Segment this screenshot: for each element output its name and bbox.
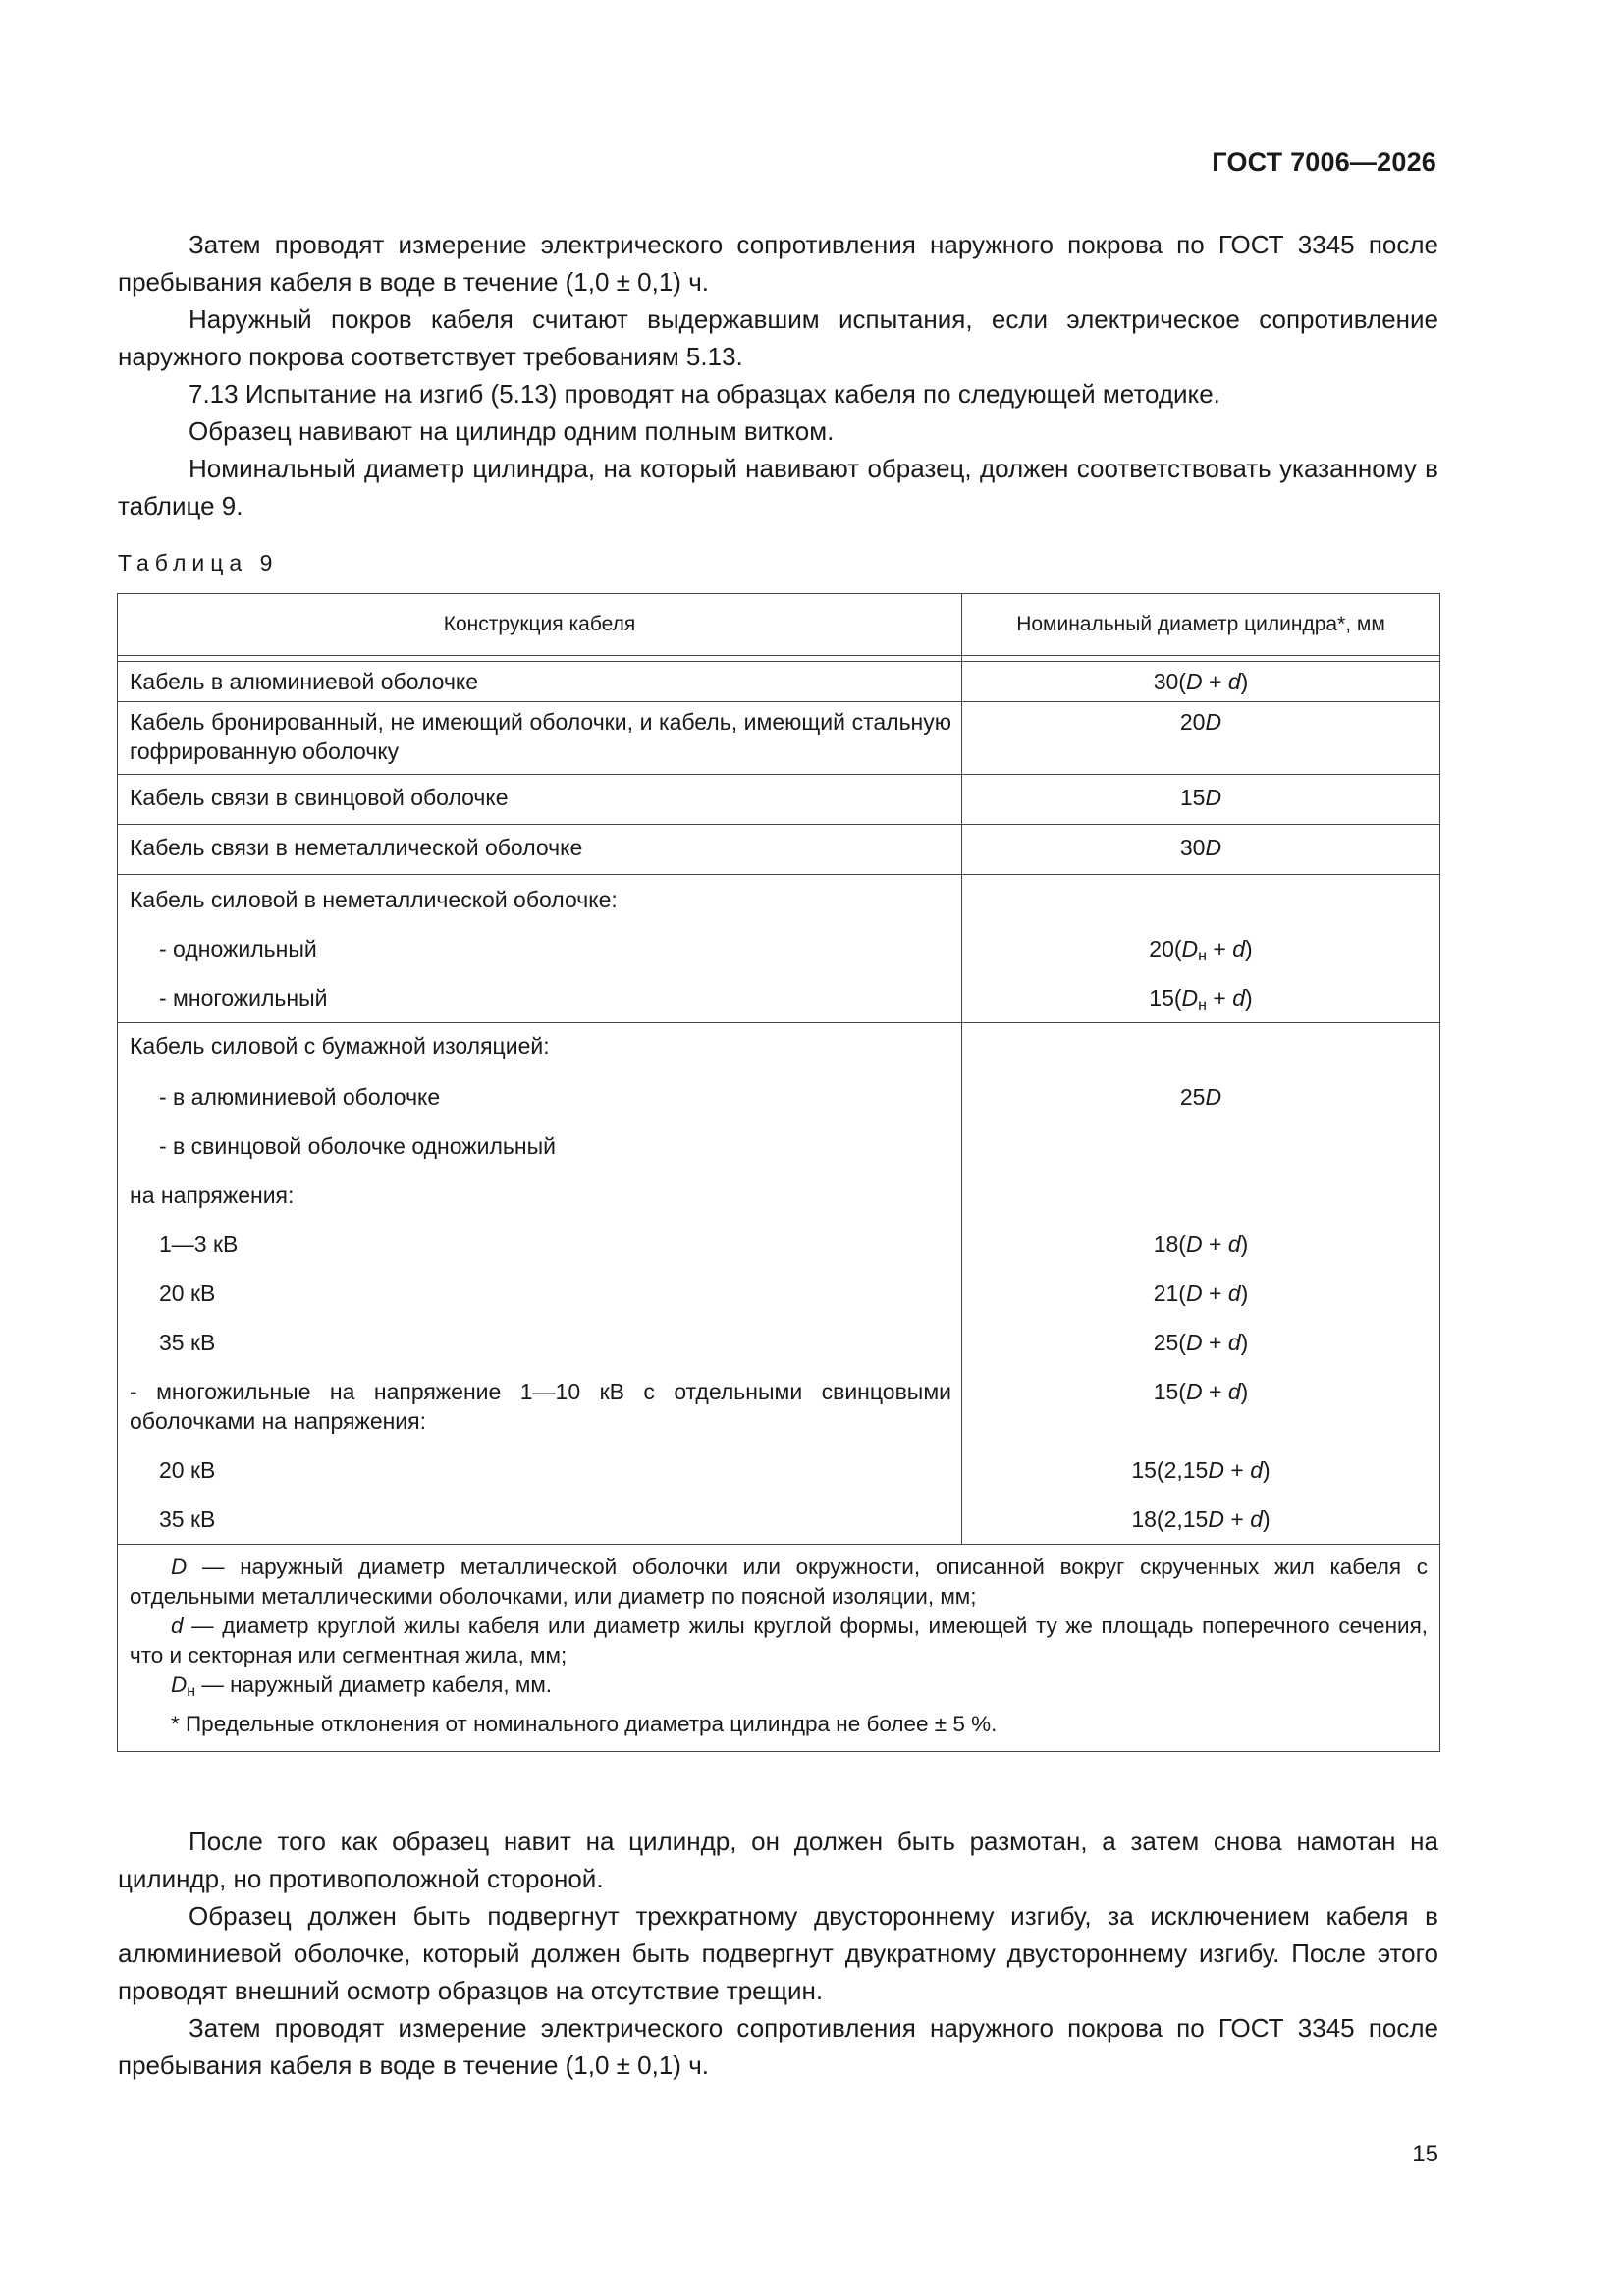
note-D: D — наружный диаметр металлической оболочки или окружности, описанной вокруг скрученных жил кабеля с отдельными металлическими оболочками, или диаметр по поясной изоляции, мм; bbox=[130, 1555, 1428, 1609]
intro-paragraph-5: Номинальный диаметр цилиндра, на который навивают образец, должен соответствовать указанному в таблице 9. bbox=[118, 454, 1438, 520]
intro-text bbox=[118, 226, 1438, 524]
outro-paragraph-3: Затем проводят измерение электрического сопротивления наружного покрова по ГОСТ 3345 после пребывания кабеля в воде в течение (1,0 ± 0,1) ч. bbox=[118, 2013, 1438, 2080]
outro-paragraph-1: После того как образец навит на цилиндр, он должен быть размотан, а затем снова намотан на цилиндр, но противоположной стороной. bbox=[118, 1827, 1438, 1893]
row-construction: Кабель связи в свинцовой оболочке bbox=[130, 785, 509, 810]
table-header-row bbox=[118, 594, 1439, 656]
group-title: Кабель силовой в неметаллической оболочке: bbox=[130, 887, 618, 912]
group-title: Кабель силовой с бумажной изоляцией: bbox=[130, 1033, 550, 1059]
intro-paragraph-4: Образец навивают на цилиндр одним полным витком. bbox=[189, 416, 835, 446]
row-construction: Кабель бронированный, не имеющий оболочки, и кабель, имеющий стальную гофрированную оболочку bbox=[130, 709, 951, 764]
subrow-label: 20 кВ bbox=[159, 1457, 216, 1483]
table-notes bbox=[118, 1545, 1439, 1751]
row-construction: Кабель в алюминиевой оболочке bbox=[130, 669, 479, 694]
table-row-group bbox=[118, 1023, 1439, 1545]
subrow-label: - в алюминиевой оболочке bbox=[159, 1084, 441, 1110]
subrow-diameter: $20(D_н + d)$ bbox=[1149, 936, 1253, 964]
document-id-header: ГОСТ 7006—2026 bbox=[1212, 147, 1436, 177]
subrow-label: - одножильный bbox=[159, 936, 317, 961]
table-caption: Таблица 9 bbox=[118, 550, 279, 575]
subrow-label: - в свинцовой оболочке одножильный bbox=[159, 1133, 556, 1159]
header-construction: Конструкция кабеля bbox=[118, 594, 962, 655]
table-row bbox=[118, 825, 1439, 875]
intro-paragraph-3: 7.13 Испытание на изгиб (5.13) проводят на образцах кабеля по следующей методике. bbox=[189, 379, 1220, 409]
table-row bbox=[118, 775, 1439, 825]
row-diameter: 30D bbox=[1179, 835, 1222, 860]
subrow-diameter: 25(D + d) bbox=[1153, 1330, 1249, 1355]
subrow-diameter: 15(D + d) bbox=[1153, 1379, 1249, 1404]
row-diameter: 15D bbox=[1179, 785, 1222, 810]
subrow-diameter: 25D bbox=[1179, 1084, 1222, 1110]
subrow-label: - многожильный bbox=[159, 985, 328, 1011]
subrow-label: - многожильные на напряжение 1—10 кВ с отдельными свинцовыми оболочками на напряжения: bbox=[130, 1379, 951, 1434]
page-number: 15 bbox=[1412, 2141, 1438, 2167]
table-row bbox=[118, 662, 1439, 702]
outro-text bbox=[118, 1823, 1438, 2084]
note-Dn: $D_н$ — наружный диаметр кабеля, мм. bbox=[171, 1672, 553, 1700]
note-d: d — диаметр круглой жилы кабеля или диаметр жилы круглой формы, имеющей ту же площадь поперечного сечения, что и секторная или сегментная жила, мм; bbox=[130, 1613, 1428, 1667]
subrow-diameter: 15(2,15D + d) bbox=[1131, 1457, 1271, 1483]
row-construction: Кабель связи в неметаллической оболочке bbox=[130, 835, 583, 860]
subrow-label: 20 кВ bbox=[159, 1281, 216, 1306]
subrow-diameter: 21(D + d) bbox=[1153, 1281, 1249, 1306]
subrow-label: 1—3 кВ bbox=[159, 1231, 239, 1257]
subrow-label: 35 кВ bbox=[159, 1330, 216, 1355]
cable-bending-table bbox=[117, 593, 1440, 1752]
outro-paragraph-2: Образец должен быть подвергнут трехкратному двустороннему изгибу, за исключением кабеля в алюминиевой оболочке, который должен быть подвергнут двукратному двустороннему изгибу. После этого проводят внешний осмотр образцов на отсутствие трещин. bbox=[118, 1901, 1438, 2005]
intro-paragraph-2: Наружный покров кабеля считают выдержавшим испытания, если электрическое сопротивление наружного покрова соответствует требованиям 5.13. bbox=[118, 304, 1438, 371]
subrow-diameter: 18(2,15D + d) bbox=[1131, 1506, 1271, 1532]
table-row bbox=[118, 702, 1439, 775]
table-row-group bbox=[118, 875, 1439, 1023]
intro-paragraph-1: Затем проводят измерение электрического сопротивления наружного покрова по ГОСТ 3345 после пребывания кабеля в воде в течение (1,0 ± 0,1) ч. bbox=[118, 230, 1438, 297]
subrow-label: на напряжения: bbox=[130, 1182, 295, 1208]
header-diameter: Номинальный диаметр цилиндра*, мм bbox=[1016, 613, 1385, 635]
subrow-diameter: $15(D_н + d)$ bbox=[1149, 985, 1253, 1013]
row-diameter: 30(D + d) bbox=[1153, 669, 1249, 694]
subrow-diameter: 18(D + d) bbox=[1153, 1231, 1249, 1257]
row-diameter: 20D bbox=[1179, 709, 1222, 735]
note-tolerance: * Предельные отклонения от номинального диаметра цилиндра не более ± 5 %. bbox=[171, 1712, 998, 1736]
subrow-label: 35 кВ bbox=[159, 1506, 216, 1532]
